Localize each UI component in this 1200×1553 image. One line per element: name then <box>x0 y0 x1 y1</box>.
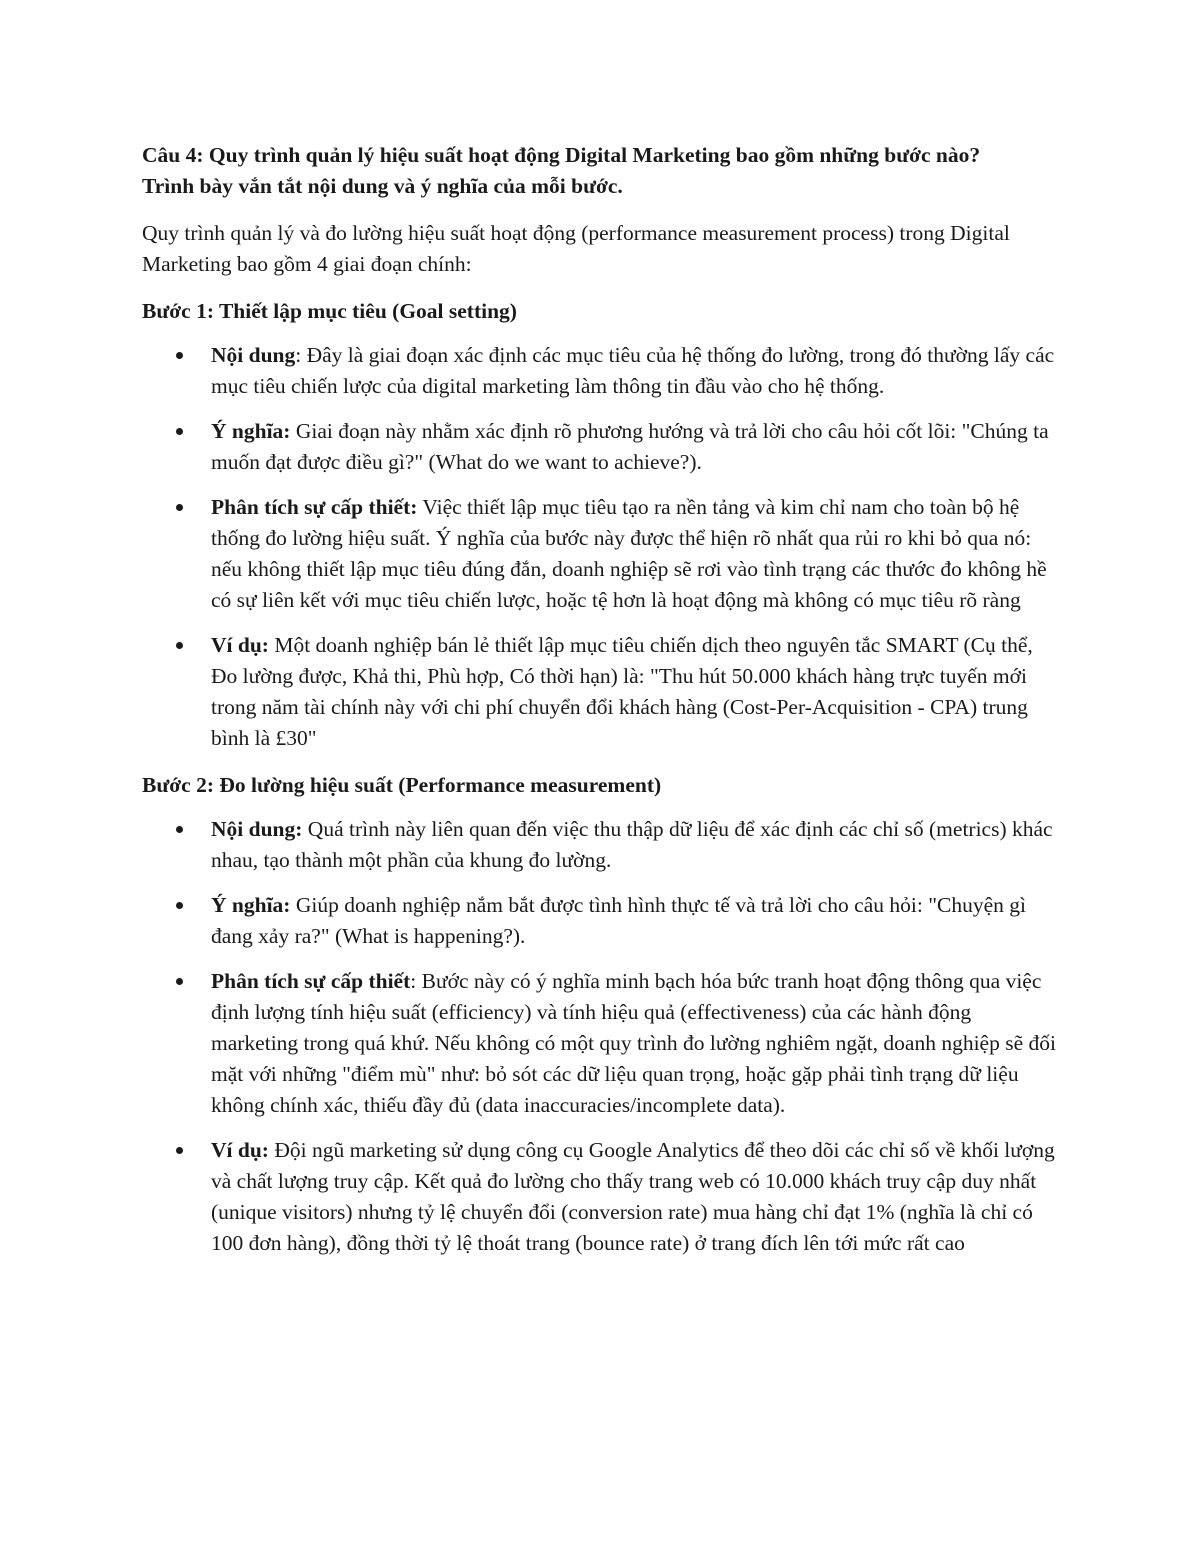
item-text: Quá trình này liên quan đến việc thu thập dữ liệu để xác định các chỉ số (metrics) khác nhau, tạo thành một phần của khung đo lường. <box>211 817 1053 872</box>
list-item <box>142 890 1062 952</box>
item-text: Việc thiết lập mục tiêu tạo ra nền tảng và kim chỉ nam cho toàn bộ hệ thống đo lường hiệu suất. Ý nghĩa của bước này được thể hiện rõ nhất qua rủi ro khi bỏ qua nó: nếu không thiết lập mục tiêu đúng đắn, doanh nghiệp sẽ rơi vào tình trạng các thước đo không hề có sự liên kết với mục tiêu chiến lược, hoặc tệ hơn là hoạt động mà không có mục tiêu rõ ràng <box>211 495 1047 612</box>
item-text: Giúp doanh nghiệp nắm bắt được tình hình thực tế và trả lời cho câu hỏi: "Chuyện gì đang xảy ra?" (What is happening?). <box>211 893 1026 948</box>
list-item <box>142 1135 1062 1259</box>
item-text: Giai đoạn này nhằm xác định rõ phương hướng và trả lời cho câu hỏi cốt lõi: "Chúng ta muốn đạt được điều gì?" (What do we want to achieve?). <box>211 419 1049 474</box>
list-item <box>142 630 1062 754</box>
step-2-heading: Bước 2: Đo lường hiệu suất (Performance measurement) <box>142 773 662 797</box>
item-text: : Bước này có ý nghĩa minh bạch hóa bức tranh hoạt động thông qua việc định lượng tính hiệu suất (efficiency) và tính hiệu quả (effectiveness) của các hành động marketing trong quá khứ. Nếu không có một quy trình đo lường nghiêm ngặt, doanh nghiệp sẽ đối mặt với những "điểm mù" như: bỏ sót các dữ liệu quan trọng, hoặc gặp phải tình trạng dữ liệu không chính xác, thiếu đầy đủ (data inaccuracies/incomplete data). <box>211 969 1056 1117</box>
question-line-2: Trình bày vắn tắt nội dung và ý nghĩa của mỗi bước. <box>142 174 623 198</box>
list-item <box>142 340 1062 402</box>
question-heading <box>142 140 1062 202</box>
item-label: Phân tích sự cấp thiết: <box>211 495 418 519</box>
bullet-icon <box>176 642 183 649</box>
list-item <box>142 416 1062 478</box>
item-text: Đội ngũ marketing sử dụng công cụ Google Analytics để theo dõi các chỉ số về khối lượng và chất lượng truy cập. Kết quả đo lường cho thấy trang web có 10.000 khách truy cập duy nhất (unique visitors) nhưng tỷ lệ chuyển đổi (conversion rate) mua hàng chỉ đạt 1% (nghĩa là chỉ có 100 đơn hàng), đồng thời tỷ lệ thoát trang (bounce rate) ở trang đích lên tới mức rất cao <box>211 1138 1055 1255</box>
bullet-icon <box>176 978 183 985</box>
step-1-list <box>142 340 1062 754</box>
item-text: Một doanh nghiệp bán lẻ thiết lập mục tiêu chiến dịch theo nguyên tắc SMART (Cụ thể, Đo lường được, Khả thi, Phù hợp, Có thời hạn) là: "Thu hút 50.000 khách hàng trực tuyến mới trong năm tài chính này với chi phí chuyển đổi khách hàng (Cost-Per-Acquisition - CPA) trung bình là £30" <box>211 633 1033 750</box>
step-2-list <box>142 814 1062 1259</box>
bullet-icon <box>176 352 183 359</box>
bullet-icon <box>176 1147 183 1154</box>
item-label: Nội dung <box>211 343 296 367</box>
document-page <box>142 140 1062 1275</box>
item-label: Ví dụ: <box>211 1138 269 1162</box>
bullet-icon <box>176 504 183 511</box>
item-label: Phân tích sự cấp thiết <box>211 969 411 993</box>
item-label: Ví dụ: <box>211 633 269 657</box>
question-line-1: Câu 4: Quy trình quản lý hiệu suất hoạt động Digital Marketing bao gồm những bước nào? <box>142 143 981 167</box>
bullet-icon <box>176 428 183 435</box>
list-item <box>142 814 1062 876</box>
item-text: : Đây là giai đoạn xác định các mục tiêu của hệ thống đo lường, trong đó thường lấy các mục tiêu chiến lược của digital marketing làm thông tin đầu vào cho hệ thống. <box>211 343 1055 398</box>
list-item <box>142 492 1062 616</box>
bullet-icon <box>176 902 183 909</box>
intro-paragraph: Quy trình quản lý và đo lường hiệu suất hoạt động (performance measurement process) trong Digital Marketing bao gồm 4 giai đoạn chính: <box>142 221 1010 276</box>
item-label: Ý nghĩa: <box>211 893 291 917</box>
step-1-heading: Bước 1: Thiết lập mục tiêu (Goal setting) <box>142 299 517 323</box>
item-label: Ý nghĩa: <box>211 419 291 443</box>
item-label: Nội dung: <box>211 817 303 841</box>
list-item <box>142 966 1062 1121</box>
bullet-icon <box>176 826 183 833</box>
